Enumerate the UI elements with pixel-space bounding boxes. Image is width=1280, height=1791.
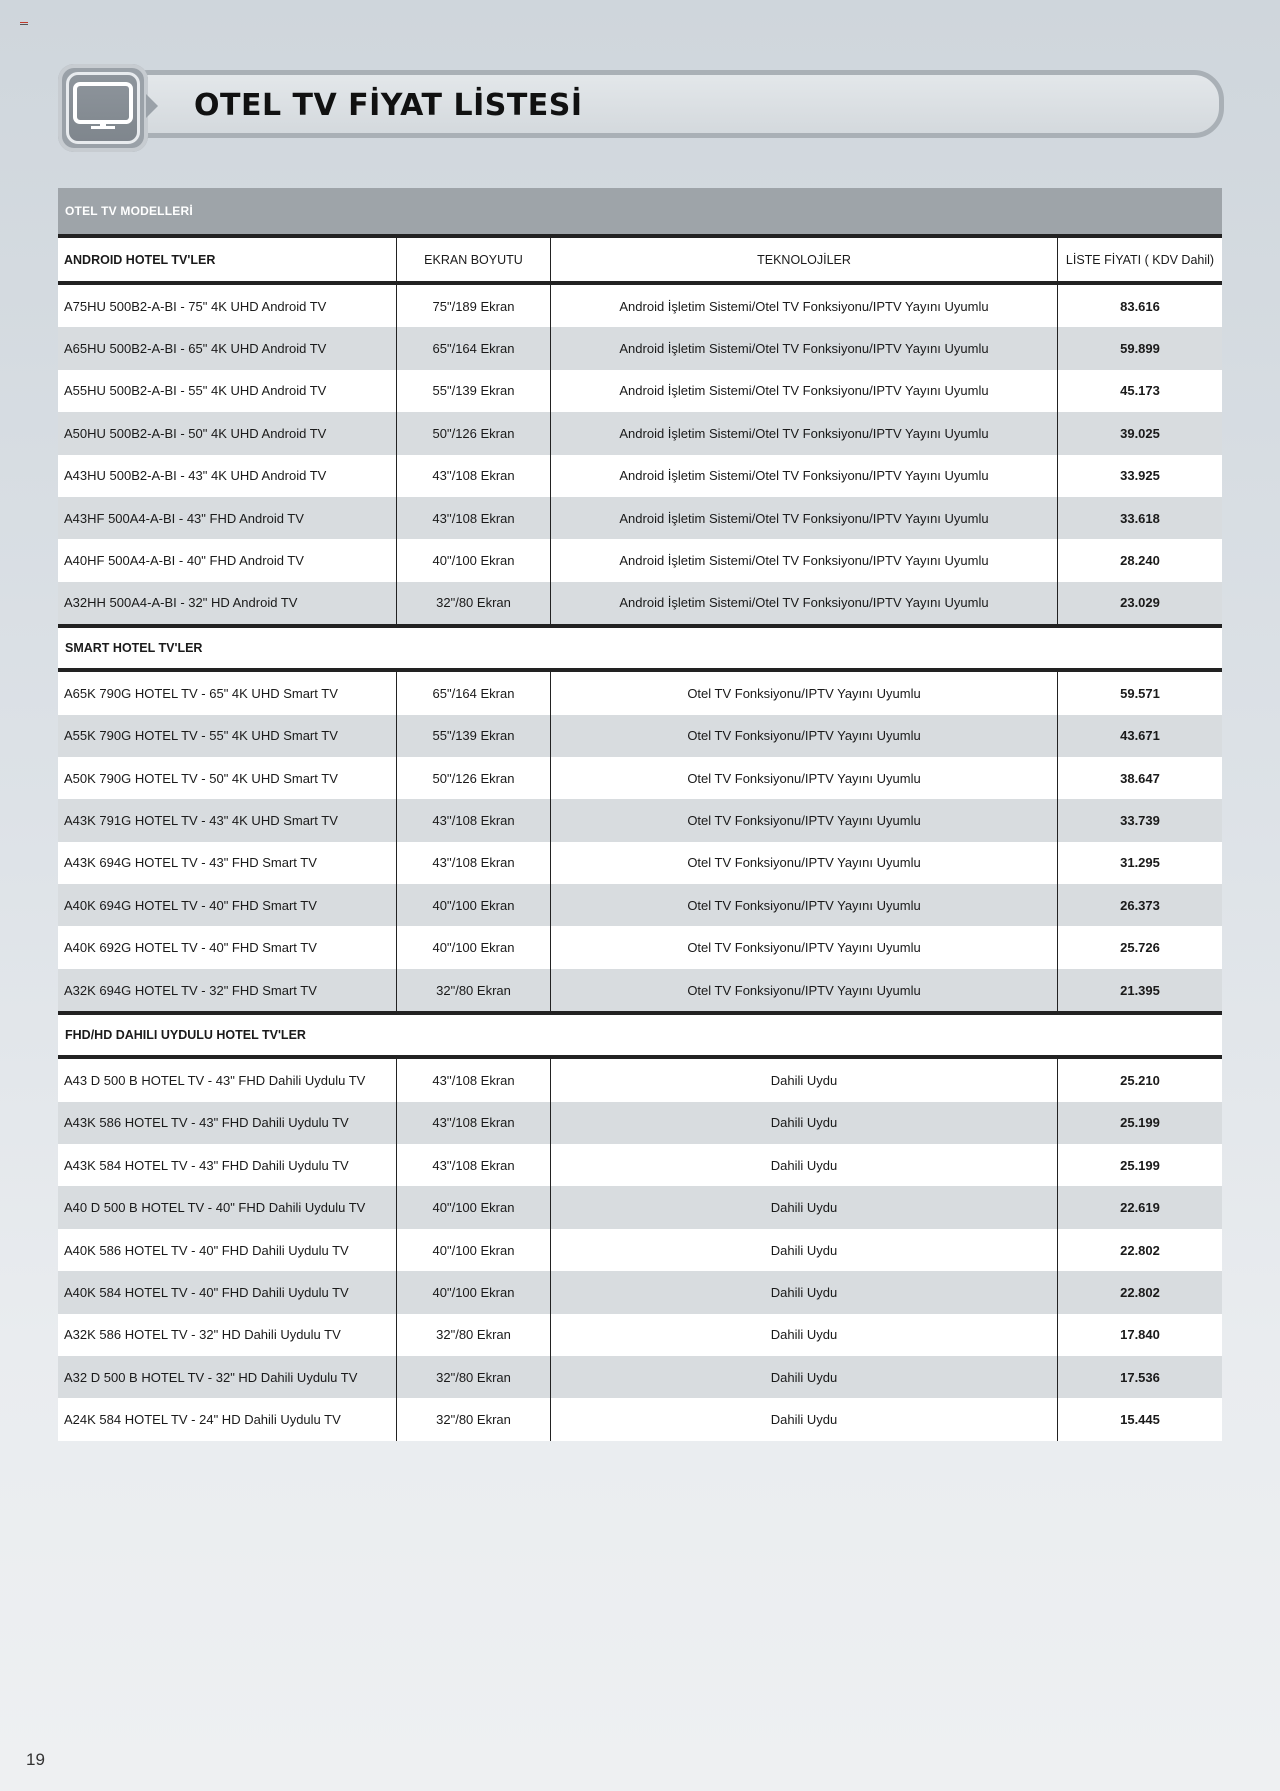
tech-cell: Otel TV Fonksiyonu/IPTV Yayını Uyumlu: [551, 969, 1058, 1011]
screen-cell: 50"/126 Ekran: [397, 757, 551, 799]
model-cell: A43K 694G HOTEL TV - 43" FHD Smart TV: [58, 842, 397, 884]
smart-rows: [58, 672, 1222, 1011]
page-number: 19: [26, 1750, 45, 1769]
model-cell: A43HU 500B2-A-BI - 43" 4K UHD Android TV: [58, 455, 397, 497]
tech-cell: Otel TV Fonksiyonu/IPTV Yayını Uyumlu: [551, 884, 1058, 926]
screen-cell: 40"/100 Ekran: [397, 1271, 551, 1313]
tech-cell: Otel TV Fonksiyonu/IPTV Yayını Uyumlu: [551, 842, 1058, 884]
section-smart: SMART HOTEL TV'LER: [58, 628, 1222, 668]
tech-cell: Dahili Uydu: [551, 1059, 1058, 1101]
tech-cell: Dahili Uydu: [551, 1102, 1058, 1144]
tech-cell: Otel TV Fonksiyonu/IPTV Yayını Uyumlu: [551, 799, 1058, 841]
model-cell: A43HF 500A4-A-BI - 43" FHD Android TV: [58, 497, 397, 539]
screen-cell: 43''/108 Ekran: [397, 1144, 551, 1186]
tech-cell: Dahili Uydu: [551, 1186, 1058, 1228]
table-row: [58, 842, 1222, 884]
tech-cell: Otel TV Fonksiyonu/IPTV Yayını Uyumlu: [551, 757, 1058, 799]
model-cell: A55HU 500B2-A-BI - 55" 4K UHD Android TV: [58, 370, 397, 412]
model-cell: A43K 586 HOTEL TV - 43" FHD Dahili Uydulu TV: [58, 1102, 397, 1144]
price-cell: 39.025: [1120, 425, 1160, 441]
table-row: [58, 455, 1222, 497]
table-row: [58, 1102, 1222, 1144]
price-cell: 26.373: [1120, 897, 1160, 913]
tech-cell: Dahili Uydu: [551, 1356, 1058, 1398]
price-cell: 38.647: [1120, 770, 1160, 786]
screen-cell: 75"/189 Ekran: [397, 285, 551, 327]
table-row: [58, 1314, 1222, 1356]
screen-cell: 40"/100 Ekran: [397, 1229, 551, 1271]
model-cell: A32K 586 HOTEL TV - 32" HD Dahili Uydulu TV: [58, 1314, 397, 1356]
tech-cell: Android İşletim Sistemi/Otel TV Fonksiyonu/IPTV Yayını Uyumlu: [551, 285, 1058, 327]
table-row: [58, 1356, 1222, 1398]
screen-cell: 43''/108 Ekran: [397, 1102, 551, 1144]
table-row: [58, 370, 1222, 412]
model-cell: A40K 584 HOTEL TV - 40" FHD Dahili Uydulu TV: [58, 1271, 397, 1313]
price-cell: 31.295: [1120, 855, 1160, 871]
screen-cell: 32"/80 Ekran: [397, 1314, 551, 1356]
table-row: [58, 884, 1222, 926]
tech-cell: Android İşletim Sistemi/Otel TV Fonksiyonu/IPTV Yayını Uyumlu: [551, 582, 1058, 624]
model-cell: A65HU 500B2-A-BI - 65" 4K UHD Android TV: [58, 327, 397, 369]
tv-icon: [69, 78, 137, 138]
screen-cell: 32"/80 Ekran: [397, 969, 551, 1011]
model-cell: A43K 584 HOTEL TV - 43" FHD Dahili Uydulu TV: [58, 1144, 397, 1186]
screen-cell: 50"/126 Ekran: [397, 412, 551, 454]
price-cell: 59.899: [1120, 341, 1160, 357]
screen-cell: 40"/100 Ekran: [397, 926, 551, 968]
screen-cell: 65"/164 Ekran: [397, 672, 551, 714]
section-satellite: FHD/HD DAHILI UYDULU HOTEL TV'LER: [58, 1015, 1222, 1055]
tech-cell: Dahili Uydu: [551, 1271, 1058, 1313]
price-cell: 17.840: [1120, 1327, 1160, 1343]
table-header-row: [58, 238, 1222, 281]
price-cell: 15.445: [1120, 1412, 1160, 1428]
price-cell: 25.199: [1120, 1115, 1160, 1131]
table-row: [58, 582, 1222, 624]
screen-cell: 32"/80 Ekran: [397, 1356, 551, 1398]
title-arrow: [146, 94, 158, 118]
screen-cell: 40"/100 Ekran: [397, 1186, 551, 1228]
price-cell: 33.925: [1120, 468, 1160, 484]
price-cell: 45.173: [1120, 383, 1160, 399]
tech-cell: Otel TV Fonksiyonu/IPTV Yayını Uyumlu: [551, 926, 1058, 968]
price-cell: 43.671: [1120, 728, 1160, 744]
price-cell: 22.802: [1120, 1284, 1160, 1300]
tech-cell: Android İşletim Sistemi/Otel TV Fonksiyonu/IPTV Yayını Uyumlu: [551, 327, 1058, 369]
android-rows: [58, 285, 1222, 624]
screen-cell: 43''/108 Ekran: [397, 842, 551, 884]
price-cell: 22.619: [1120, 1200, 1160, 1216]
flag-mark: [20, 22, 28, 27]
screen-cell: 43''/108 Ekran: [397, 455, 551, 497]
table-row: [58, 1144, 1222, 1186]
screen-cell: 43''/108 Ekran: [397, 799, 551, 841]
page-header: [58, 64, 1224, 152]
price-cell: 17.536: [1120, 1369, 1160, 1385]
tech-cell: Android İşletim Sistemi/Otel TV Fonksiyonu/IPTV Yayını Uyumlu: [551, 412, 1058, 454]
table-row: [58, 715, 1222, 757]
price-cell: 25.199: [1120, 1157, 1160, 1173]
tech-cell: Otel TV Fonksiyonu/IPTV Yayını Uyumlu: [551, 672, 1058, 714]
screen-cell: 32"/80 Ekran: [397, 582, 551, 624]
model-cell: A75HU 500B2-A-BI - 75" 4K UHD Android TV: [58, 285, 397, 327]
model-cell: A40K 586 HOTEL TV - 40" FHD Dahili Uydulu TV: [58, 1229, 397, 1271]
screen-cell: 43''/108 Ekran: [397, 497, 551, 539]
screen-cell: 55"/139 Ekran: [397, 370, 551, 412]
table-row: [58, 926, 1222, 968]
tech-cell: Dahili Uydu: [551, 1314, 1058, 1356]
header-screen: EKRAN BOYUTU: [397, 238, 551, 281]
price-cell: 83.616: [1120, 298, 1160, 314]
tech-cell: Dahili Uydu: [551, 1229, 1058, 1271]
price-cell: 22.802: [1120, 1242, 1160, 1258]
model-cell: A32 D 500 B HOTEL TV - 32" HD Dahili Uydulu TV: [58, 1356, 397, 1398]
page-title: OTEL TV FİYAT LİSTESİ: [194, 88, 583, 123]
tech-cell: Android İşletim Sistemi/Otel TV Fonksiyonu/IPTV Yayını Uyumlu: [551, 497, 1058, 539]
price-cell: 28.240: [1120, 553, 1160, 569]
table-row: [58, 539, 1222, 581]
table-row: [58, 1229, 1222, 1271]
table-row: [58, 1271, 1222, 1313]
model-cell: A32HH 500A4-A-BI - 32" HD Android TV: [58, 582, 397, 624]
model-cell: A40HF 500A4-A-BI - 40" FHD Android TV: [58, 539, 397, 581]
model-cell: A32K 694G HOTEL TV - 32" FHD Smart TV: [58, 969, 397, 1011]
table-row: [58, 969, 1222, 1011]
price-cell: 33.618: [1120, 510, 1160, 526]
table-row: [58, 1059, 1222, 1101]
model-cell: A43K 791G HOTEL TV - 43" 4K UHD Smart TV: [58, 799, 397, 841]
table-row: [58, 497, 1222, 539]
screen-cell: 40"/100 Ekran: [397, 539, 551, 581]
model-cell: A43 D 500 B HOTEL TV - 43" FHD Dahili Uydulu TV: [58, 1059, 397, 1101]
satellite-rows: [58, 1059, 1222, 1441]
table-row: [58, 327, 1222, 369]
table-row: [58, 672, 1222, 714]
price-cell: 21.395: [1120, 982, 1160, 998]
price-cell: 25.210: [1120, 1072, 1160, 1088]
price-table: [58, 188, 1222, 1441]
table-row: [58, 285, 1222, 327]
model-cell: A50HU 500B2-A-BI - 50" 4K UHD Android TV: [58, 412, 397, 454]
screen-cell: 40"/100 Ekran: [397, 884, 551, 926]
model-cell: A40 D 500 B HOTEL TV - 40" FHD Dahili Uydulu TV: [58, 1186, 397, 1228]
screen-cell: 55"/139 Ekran: [397, 715, 551, 757]
table-row: [58, 1398, 1222, 1440]
model-cell: A50K 790G HOTEL TV - 50" 4K UHD Smart TV: [58, 757, 397, 799]
screen-cell: 65"/164 Ekran: [397, 327, 551, 369]
table-row: [58, 412, 1222, 454]
tech-cell: Dahili Uydu: [551, 1398, 1058, 1440]
model-cell: A65K 790G HOTEL TV - 65" 4K UHD Smart TV: [58, 672, 397, 714]
screen-cell: 32"/80 Ekran: [397, 1398, 551, 1440]
tech-cell: Android İşletim Sistemi/Otel TV Fonksiyonu/IPTV Yayını Uyumlu: [551, 539, 1058, 581]
screen-cell: 43''/108 Ekran: [397, 1059, 551, 1101]
header-section-android: ANDROID HOTEL TV'LER: [58, 238, 397, 281]
tech-cell: Android İşletim Sistemi/Otel TV Fonksiyonu/IPTV Yayını Uyumlu: [551, 455, 1058, 497]
price-cell: 59.571: [1120, 685, 1160, 701]
tech-cell: Otel TV Fonksiyonu/IPTV Yayını Uyumlu: [551, 715, 1058, 757]
price-cell: 25.726: [1120, 940, 1160, 956]
model-cell: A40K 692G HOTEL TV - 40" FHD Smart TV: [58, 926, 397, 968]
table-band: OTEL TV MODELLERİ: [58, 188, 1222, 234]
price-cell: 33.739: [1120, 812, 1160, 828]
table-row: [58, 1186, 1222, 1228]
table-row: [58, 757, 1222, 799]
model-cell: A40K 694G HOTEL TV - 40" FHD Smart TV: [58, 884, 397, 926]
price-cell: 23.029: [1120, 595, 1160, 611]
model-cell: A55K 790G HOTEL TV - 55" 4K UHD Smart TV: [58, 715, 397, 757]
table-row: [58, 799, 1222, 841]
tech-cell: Dahili Uydu: [551, 1144, 1058, 1186]
tech-cell: Android İşletim Sistemi/Otel TV Fonksiyonu/IPTV Yayını Uyumlu: [551, 370, 1058, 412]
model-cell: A24K 584 HOTEL TV - 24" HD Dahili Uydulu TV: [58, 1398, 397, 1440]
header-tech: TEKNOLOJİLER: [551, 238, 1058, 281]
header-price: LİSTE FİYATI ( KDV Dahil): [1065, 252, 1215, 267]
tv-icon-badge: [58, 64, 148, 152]
